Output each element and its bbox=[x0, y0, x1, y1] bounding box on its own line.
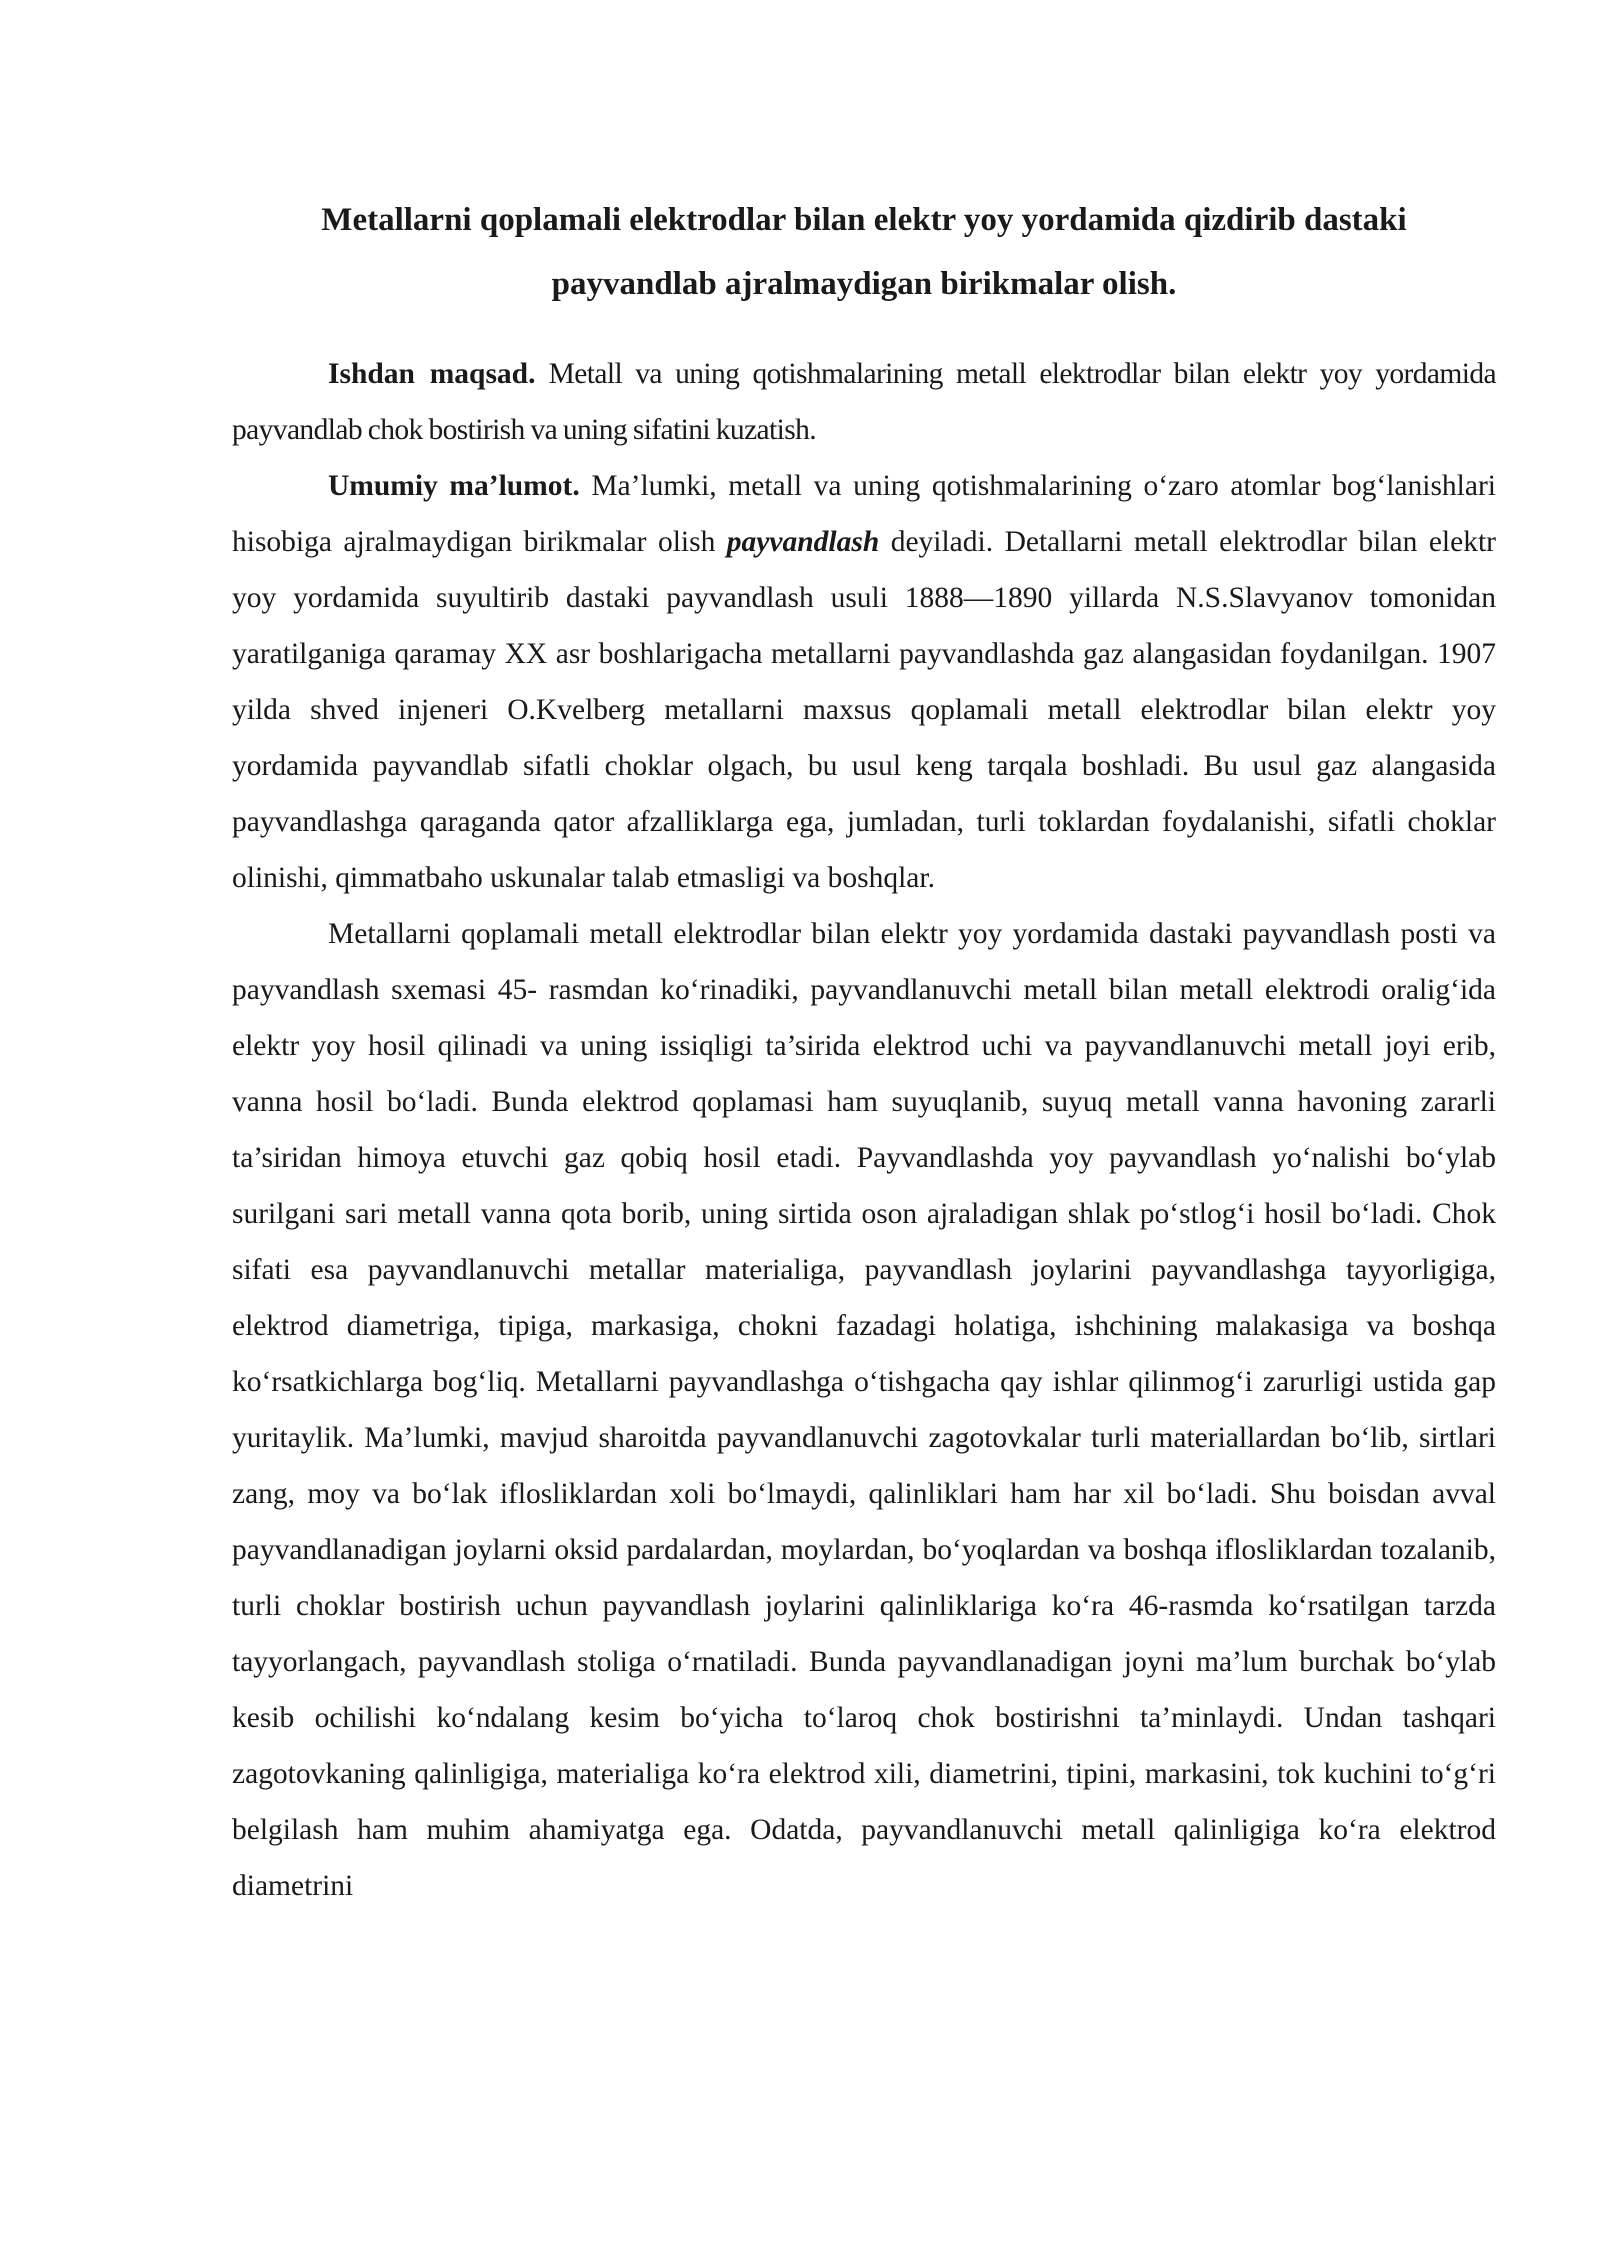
document-title: Metallarni qoplamali elektrodlar bilan elektr yoy yordamida qizdirib dastaki payvandlab ajralmaydigan birikmalar olish. bbox=[321, 202, 1407, 302]
term-payvandlash: payvandlash bbox=[726, 526, 880, 558]
general-info-text-after: deyiladi. Detallarni metall elektrodlar bilan elektr yoy yordamida suyultirib dastaki payvandlash usuli 1888—1890 yillarda N.S.Slavyanov tomonidan yaratilganiga qaramay XX asr boshlarigacha metallarni payvandlashda gaz alangasidan foydanilgan. 1907 yilda shved injeneri O.Kvelberg metallarni maxsus qoplamali metall elektrodlar bilan elektr yoy yordamida payvandlab sifatli choklar olgach, bu usul keng tarqala boshladi. Bu usul gaz alangasida payvandlashga qaraganda qator afzalliklarga ega, jumladan, turli toklardan foydalanishi, sifatli choklar olinishi, qimmatbaho uskunalar talab etmasligi va boshqlar. bbox=[232, 526, 1496, 894]
general-info-paragraph bbox=[232, 458, 1496, 906]
general-info-lead: Umumiy ma’lumot. bbox=[328, 470, 580, 502]
aim-paragraph bbox=[232, 346, 1496, 458]
aim-lead: Ishdan maqsad. bbox=[328, 358, 536, 390]
document-page bbox=[232, 188, 1496, 1914]
general-info-text-before: Ma’lumki, metall va uning qotishmalarining o‘zaro atomlar bog‘lanishlari hisobiga ajralmaydigan birikmalar olish bbox=[232, 470, 1496, 558]
body-paragraph: Metallarni qoplamali metall elektrodlar bilan elektr yoy yordamida dastaki payvandlash posti va payvandlash sxemasi 45- rasmdan ko‘rinadiki, payvandlanuvchi metall bilan metall elektrodi oralig‘ida elektr yoy hosil qilinadi va uning issiqligi ta’sirida elektrod uchi va payvandlanuvchi metall joyi erib, vanna hosil bo‘ladi. Bunda elektrod qoplamasi ham suyuqlanib, suyuq metall vanna havoning zararli ta’siridan himoya etuvchi gaz qobiq hosil etadi. Payvandlashda yoy payvandlash yo‘nalishi bo‘ylab surilgani sari metall vanna qota borib, uning sirtida oson ajraladigan shlak po‘stlog‘i hosil bo‘ladi. Chok sifati esa payvandlanuvchi metallar materialiga, payvandlash joylarini payvandlashga tayyorligiga, elektrod diametriga, tipiga, markasiga, chokni fazadagi holatiga, ishchining malakasiga va boshqa ko‘rsatkichlarga bog‘liq. Metallarni payvandlashga o‘tishgacha qay ishlar qilinmog‘i zarurligi ustida gap yuritaylik. Ma’lumki, mavjud sharoitda payvandlanuvchi zagotovkalar turli materiallardan bo‘lib, sirtlari zang, moy va bo‘lak iflosliklardan xoli bo‘lmaydi, qalinliklari ham har xil bo‘ladi. Shu boisdan avval payvandlanadigan joylarni oksid pardalardan, moylardan, bo‘yoqlardan va boshqa iflosliklardan tozalanib, turli choklar bostirish uchun payvandlash joylarini qalinliklariga ko‘ra 46-rasmda ko‘rsatilgan tarzda tayyorlangach, payvandlash stoliga o‘rnatiladi. Bunda payvandlanadigan joyni ma’lum burchak bo‘ylab kesib ochilishi ko‘ndalang kesim bo‘yicha to‘laroq chok bostirishni ta’minlaydi. Undan tashqari zagotovkaning qalinligiga, materialiga ko‘ra elektrod xili, diametrini, tipini, markasini, tok kuchini to‘g‘ri belgilash ham muhim ahamiyatga ega. Odatda, payvandlanuvchi metall qalinligiga ko‘ra elektrod diametrini bbox=[232, 918, 1496, 1902]
aim-text: Metall va uning qotishmalarining metall elektrodlar bilan elektr yoy yordamida payvandlab chok bostirish va uning sifatini kuzatish. bbox=[232, 358, 1497, 446]
